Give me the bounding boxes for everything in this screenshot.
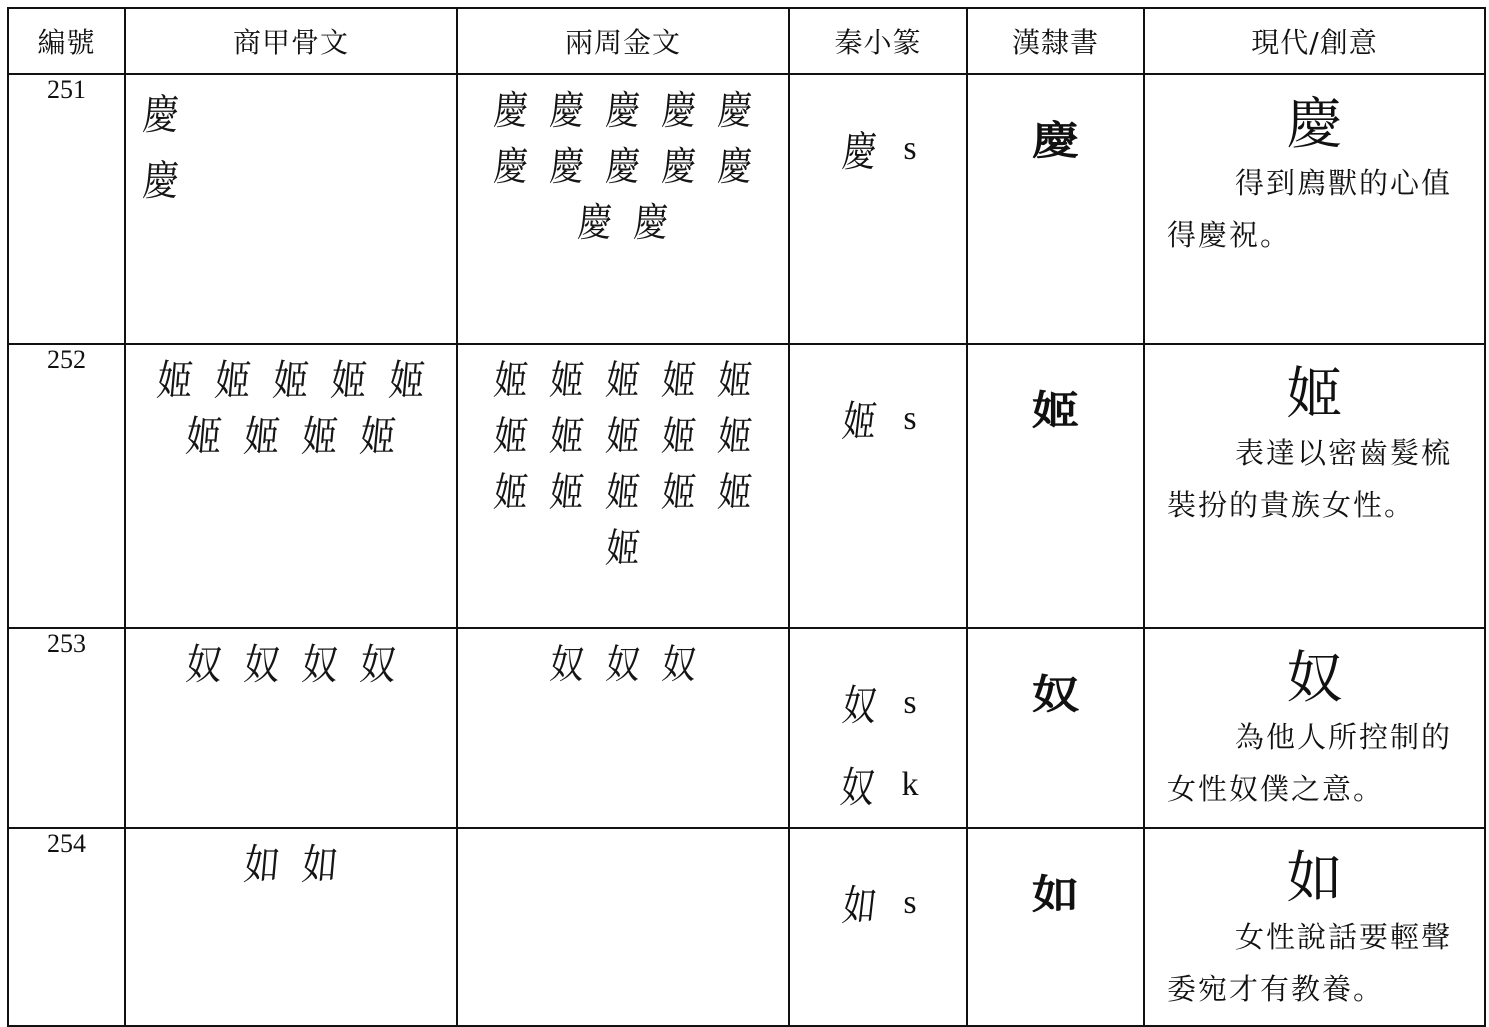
entry-number: 253 bbox=[8, 628, 125, 828]
oracle-bone-glyph: 如 bbox=[241, 840, 283, 889]
clerical-cell bbox=[967, 828, 1144, 1026]
oracle-bone-glyph: 姬 bbox=[300, 412, 341, 461]
small-seal-tag: s bbox=[903, 684, 917, 721]
modern-character: 姬 bbox=[1286, 362, 1343, 427]
bronze-glyph: 慶 bbox=[547, 88, 587, 134]
header-bronze: 兩周金文 bbox=[457, 8, 789, 74]
small-seal-glyph: 慶 bbox=[840, 127, 880, 176]
oracle-bone-glyph: 姬 bbox=[212, 356, 254, 405]
oracle-bone-glyph: 姬 bbox=[154, 356, 196, 405]
bronze-cell bbox=[457, 344, 789, 628]
modern-cell bbox=[1144, 628, 1485, 828]
bronze-glyph: 慶 bbox=[491, 88, 531, 134]
oracle-bone-cell bbox=[125, 74, 457, 344]
small-seal-entry bbox=[839, 119, 916, 179]
bronze-glyph: 姬 bbox=[603, 358, 643, 404]
bronze-glyph: 奴 bbox=[603, 642, 643, 688]
bronze-glyph: 奴 bbox=[547, 642, 587, 688]
bronze-cell bbox=[457, 74, 789, 344]
clerical-glyph: 如 bbox=[1031, 872, 1080, 918]
header-small-seal: 秦小篆 bbox=[789, 8, 967, 74]
bronze-glyph: 姬 bbox=[547, 414, 587, 460]
modern-character: 慶 bbox=[1286, 92, 1343, 157]
bronze-glyph: 姬 bbox=[547, 470, 587, 516]
small-seal-glyph: 如 bbox=[840, 881, 880, 930]
character-evolution-table bbox=[7, 7, 1486, 1027]
bronze-cell bbox=[457, 628, 789, 828]
bronze-glyph: 姬 bbox=[659, 358, 699, 404]
table-row bbox=[8, 828, 1485, 1026]
small-seal-cell bbox=[789, 344, 967, 628]
bronze-glyph: 奴 bbox=[659, 642, 699, 688]
oracle-bone-glyph: 慶 bbox=[141, 90, 182, 139]
header-clerical: 漢隸書 bbox=[967, 8, 1144, 74]
creative-description: 得到廌獸的心值得慶祝。 bbox=[1167, 166, 1453, 252]
entry-number: 251 bbox=[8, 74, 125, 344]
modern-cell bbox=[1144, 344, 1485, 628]
clerical-cell bbox=[967, 344, 1144, 628]
small-seal-entry bbox=[839, 873, 916, 933]
oracle-bone-glyph: 姬 bbox=[329, 356, 370, 405]
bronze-glyph: 慶 bbox=[631, 200, 671, 246]
header-modern: 現代/創意 bbox=[1144, 8, 1485, 74]
bronze-glyph: 姬 bbox=[547, 358, 587, 404]
oracle-bone-glyph: 慶 bbox=[141, 156, 182, 205]
table-row bbox=[8, 344, 1485, 628]
bronze-glyph: 慶 bbox=[659, 88, 699, 134]
entry-number: 254 bbox=[8, 828, 125, 1026]
bronze-glyph: 姬 bbox=[491, 358, 531, 404]
oracle-bone-glyph: 奴 bbox=[241, 640, 283, 689]
bronze-glyph: 姬 bbox=[603, 414, 643, 460]
oracle-bone-glyph: 姬 bbox=[270, 356, 312, 405]
small-seal-entry bbox=[837, 755, 918, 815]
creative-description: 表達以密齒髮梳裝扮的貴族女性。 bbox=[1167, 436, 1453, 522]
clerical-cell bbox=[967, 628, 1144, 828]
bronze-glyph: 慶 bbox=[715, 88, 755, 134]
small-seal-tag: k bbox=[901, 766, 919, 803]
bronze-glyph: 慶 bbox=[659, 144, 699, 190]
oracle-bone-glyph: 姬 bbox=[241, 412, 283, 461]
small-seal-glyph: 姬 bbox=[840, 397, 880, 446]
header-oracle-bone: 商甲骨文 bbox=[125, 8, 457, 74]
oracle-bone-glyph: 奴 bbox=[358, 640, 399, 689]
clerical-glyph: 奴 bbox=[1031, 672, 1080, 718]
bronze-glyph: 慶 bbox=[491, 144, 531, 190]
bronze-glyph: 姬 bbox=[659, 414, 699, 460]
modern-character: 如 bbox=[1286, 846, 1343, 911]
small-seal-cell bbox=[789, 74, 967, 344]
bronze-glyph: 慶 bbox=[575, 200, 615, 246]
header-row bbox=[8, 8, 1485, 74]
small-seal-entry bbox=[839, 389, 916, 449]
oracle-bone-glyph: 姬 bbox=[387, 356, 428, 405]
small-seal-cell bbox=[789, 828, 967, 1026]
header-number: 編號 bbox=[8, 8, 125, 74]
oracle-bone-cell bbox=[125, 628, 457, 828]
bronze-glyph: 姬 bbox=[491, 414, 531, 460]
bronze-glyph: 姬 bbox=[715, 414, 755, 460]
oracle-bone-cell bbox=[125, 828, 457, 1026]
table-row bbox=[8, 628, 1485, 828]
table-row bbox=[8, 74, 1485, 344]
bronze-glyph: 慶 bbox=[603, 144, 643, 190]
oracle-bone-glyph: 姬 bbox=[358, 412, 399, 461]
entry-number: 252 bbox=[8, 344, 125, 628]
bronze-glyph: 姬 bbox=[491, 470, 531, 516]
modern-cell bbox=[1144, 74, 1485, 344]
bronze-glyph: 姬 bbox=[659, 470, 699, 516]
clerical-cell bbox=[967, 74, 1144, 344]
small-seal-glyph: 奴 bbox=[840, 681, 880, 730]
creative-description: 為他人所控制的女性奴僕之意。 bbox=[1167, 720, 1453, 806]
oracle-bone-glyph: 奴 bbox=[183, 640, 225, 689]
bronze-glyph: 慶 bbox=[715, 144, 755, 190]
small-seal-cell bbox=[789, 628, 967, 828]
small-seal-tag: s bbox=[903, 130, 917, 167]
bronze-glyph: 慶 bbox=[603, 88, 643, 134]
bronze-glyph: 姬 bbox=[603, 470, 643, 516]
oracle-bone-glyph: 奴 bbox=[300, 640, 341, 689]
oracle-bone-cell bbox=[125, 344, 457, 628]
bronze-cell bbox=[457, 828, 789, 1026]
small-seal-glyph: 奴 bbox=[838, 763, 878, 812]
clerical-glyph: 慶 bbox=[1031, 118, 1080, 164]
modern-character: 奴 bbox=[1286, 646, 1343, 711]
small-seal-tag: s bbox=[903, 400, 917, 437]
bronze-glyph: 姬 bbox=[715, 470, 755, 516]
bronze-glyph: 姬 bbox=[715, 358, 755, 404]
modern-cell bbox=[1144, 828, 1485, 1026]
bronze-glyph: 姬 bbox=[603, 526, 643, 572]
clerical-glyph: 姬 bbox=[1031, 388, 1080, 434]
bronze-glyph: 慶 bbox=[547, 144, 587, 190]
small-seal-tag: s bbox=[903, 884, 917, 921]
oracle-bone-glyph: 姬 bbox=[183, 412, 225, 461]
oracle-bone-glyph: 如 bbox=[300, 840, 341, 889]
creative-description: 女性說話要輕聲委宛才有教養。 bbox=[1167, 920, 1453, 1006]
small-seal-entry bbox=[839, 673, 916, 733]
